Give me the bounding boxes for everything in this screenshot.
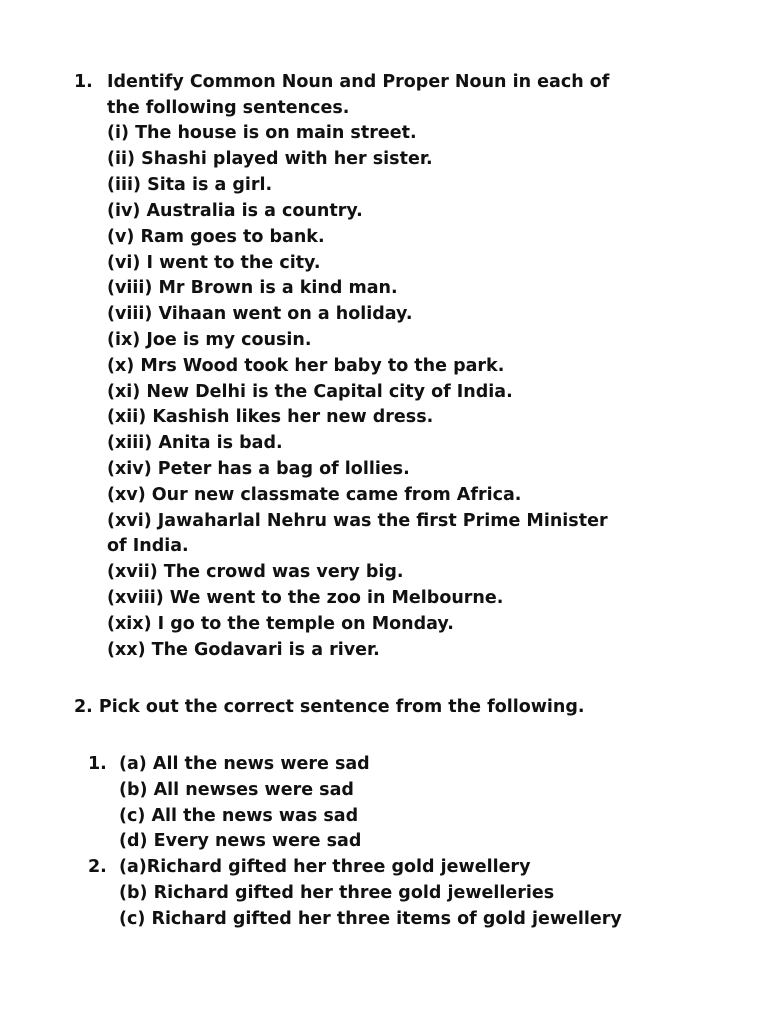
question-1-item: (xiii) Anita is bad. <box>107 433 283 453</box>
question-1-number: 1. <box>74 72 93 92</box>
subquestion-1-number: 1. <box>88 754 107 774</box>
subquestion-2-option-b: (b) Richard gifted her three gold jewelleries <box>119 883 555 903</box>
subquestion-1-option-c: (c) All the news was sad <box>119 806 359 826</box>
question-1-item: (i) The house is on main street. <box>107 123 417 143</box>
question-1-item: (viii) Vihaan went on a holiday. <box>107 304 413 324</box>
subquestion-2-number: 2. <box>88 857 107 877</box>
question-1-item: (iii) Sita is a girl. <box>107 175 273 195</box>
question-1-prompt-line-2: the following sentences. <box>107 98 350 118</box>
subquestion-1-option-b: (b) All newses were sad <box>119 780 354 800</box>
question-1-item: (ii) Shashi played with her sister. <box>107 149 433 169</box>
question-1-item: (v) Ram goes to bank. <box>107 227 325 247</box>
subquestion-2-option-a: (a)Richard gifted her three gold jewellery <box>119 857 531 877</box>
question-1-prompt-line-1: Identify Common Noun and Proper Noun in each of <box>107 72 610 92</box>
question-1-item: (xvi) Jawaharlal Nehru was the first Prime Minister <box>107 511 608 531</box>
question-1-item: of India. <box>107 536 189 556</box>
question-1-item: (xvii) The crowd was very big. <box>107 562 404 582</box>
question-1-item: (xiv) Peter has a bag of lollies. <box>107 459 410 479</box>
question-2-prompt: 2. Pick out the correct sentence from the following. <box>74 697 585 717</box>
question-1-item: (xv) Our new classmate came from Africa. <box>107 485 522 505</box>
subquestion-1-option-a: (a) All the news were sad <box>119 754 370 774</box>
question-1-item: (xix) I go to the temple on Monday. <box>107 614 454 634</box>
question-1-item: (xviii) We went to the zoo in Melbourne. <box>107 588 504 608</box>
question-1-item: (iv) Australia is a country. <box>107 201 363 221</box>
subquestion-1-option-d: (d) Every news were sad <box>119 831 362 851</box>
question-1-item: (xx) The Godavari is a river. <box>107 640 380 660</box>
subquestion-2-option-c: (c) Richard gifted her three items of gold jewellery <box>119 909 622 929</box>
question-1-item: (xii) Kashish likes her new dress. <box>107 407 434 427</box>
question-1-item: (ix) Joe is my cousin. <box>107 330 312 350</box>
question-1-item: (xi) New Delhi is the Capital city of India. <box>107 382 513 402</box>
question-1-item: (viii) Mr Brown is a kind man. <box>107 278 398 298</box>
question-1-item: (x) Mrs Wood took her baby to the park. <box>107 356 505 376</box>
question-1-item: (vi) I went to the city. <box>107 253 321 273</box>
